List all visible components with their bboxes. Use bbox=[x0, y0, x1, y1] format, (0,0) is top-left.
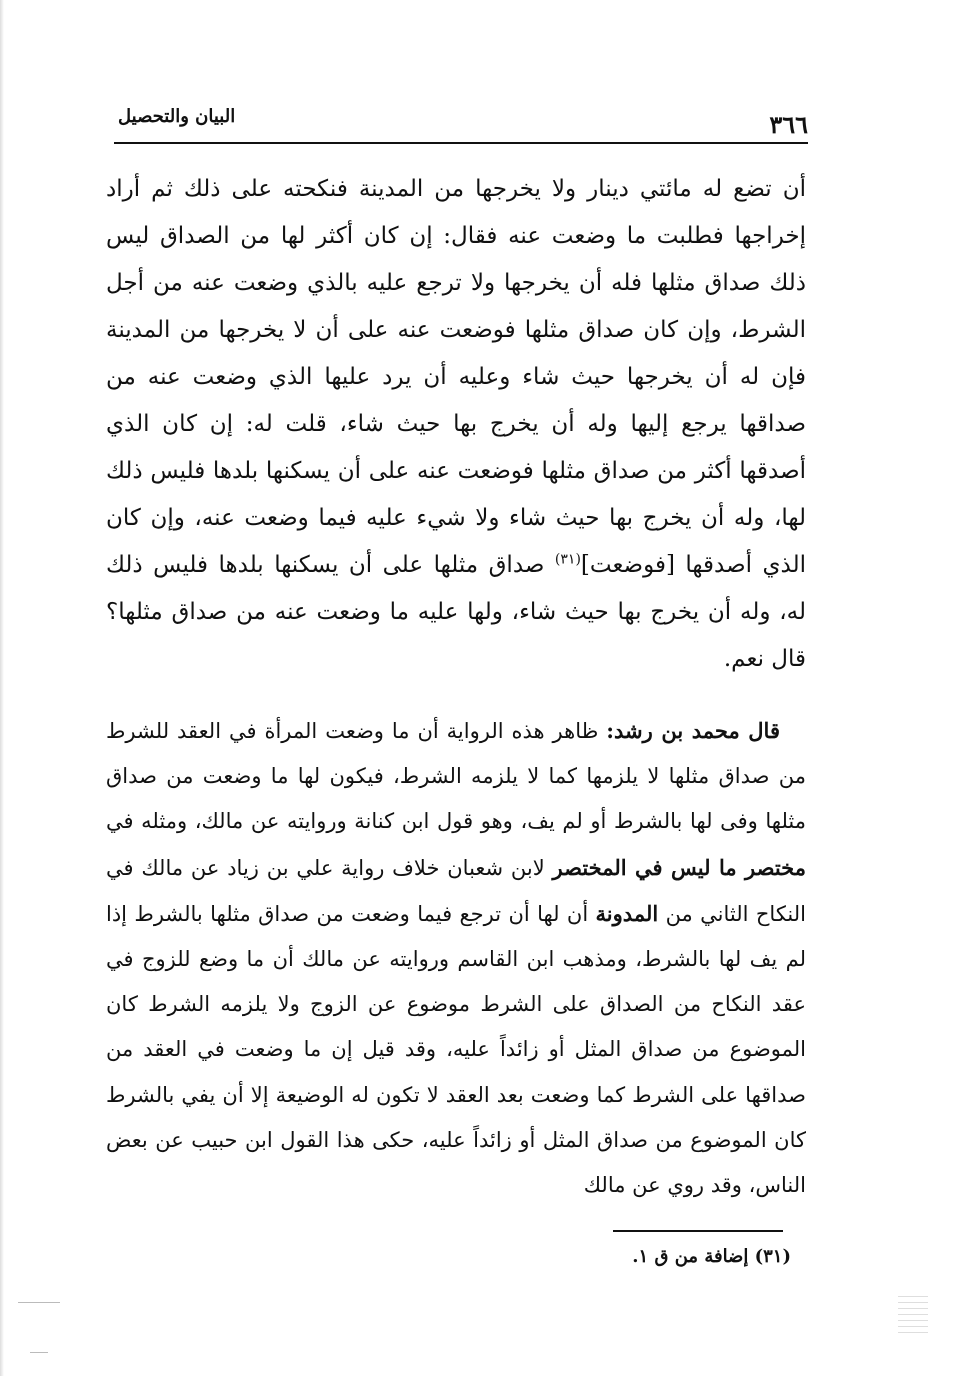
header-rule bbox=[114, 142, 808, 144]
paragraph-question bbox=[106, 166, 806, 683]
scan-artifact-line bbox=[18, 1302, 60, 1303]
paragraph-question-text-a: أن تضع له مائتي دينار ولا يخرجها من المدينة فنكحته على ذلك ثم أراد إخراجها فطلبت ما وضعت عنه فقال: إن كان أكثر لها من الصداق ليس ذلك صداق مثلها فله أن يخرجها ولا ترجع عليه بالذي وضعت عنه من أجل الشرط، وإن كان صداق مثلها فوضعت عنه على أن لا يخرجها من المدينة فإن له أن يخرجها حيث شاء وعليه أن يرد عليها الذي وضعت عنه من صداقها يرجع إليها وله أن يخرج بها حيث شاء، قلت له: إن كان الذي أصدقها أكثر من صداق مثلها فوضعت عنه على أن يسكنها بلدها فليس ذلك لها، وله أن يخرج بها حيث شاء ولا شيء عليه فيما وضعت عنه، وإن كان الذي أصدقها [فوضعت] bbox=[106, 176, 806, 578]
footnote-reference: (٣١) bbox=[554, 551, 581, 568]
cited-work-mudawwana: المدونة bbox=[595, 900, 659, 926]
page-number: ٣٦٦ bbox=[769, 110, 808, 139]
running-header bbox=[118, 96, 808, 140]
paragraph-commentary bbox=[106, 708, 806, 1208]
commentator-name: قال محمد بن رشد: bbox=[606, 718, 780, 743]
paragraph-question-text-b: صداق مثلها على أن يسكنها بلدها فليس ذلك له، وله أن يخرج بها حيث شاء، ولها عليه ما وضعت عنه من صداق مثلها؟ قال نعم. bbox=[106, 552, 806, 672]
footnote-rule bbox=[613, 1230, 783, 1232]
scan-artifact-line bbox=[30, 1352, 48, 1353]
scan-artifact-dots bbox=[898, 1296, 928, 1336]
commentary-text-c: أن لها أن ترجع فيما وضعت من صداق مثلها بالشرط إذا لم يف لها بالشرط، ومذهب ابن القاسم وروايته عن مالك أن ما وضع للزوج في عقد النكاح من الصداق على الشرط موضوع عن الزوج ولا يلزمه الشرط كان الموضوع من صداق المثل أو زائداً عليه، وقد قيل إن ما وضعت في العقد من صداقها على الشرط كما وضعت بعد العقد لا تكون له الوضيعة إلا أن يفي بالشرط كان الموضوع من صداق المثل أو زائداً عليه، حكى هذا القول ابن حبيب عن بعض الناس، وقد روي عن مالك bbox=[106, 901, 806, 1198]
cited-work-mukhtasar: مختصر ما ليس في المختصر bbox=[552, 854, 806, 880]
footnote: (٣١) إضافة من ق ١. bbox=[632, 1246, 791, 1267]
commentary-text-a: ظاهر هذه الرواية أن ما وضعت المرأة في العقد للشرط من صداق مثلها لا يلزمها كما لا يلزمه الشرط، فيكون لها ما وضعت من صداق مثلها وفى لها بالشرط أو لم يف، وهو قول ابن كنانة وروايته عن مالك، ومثله في bbox=[106, 719, 806, 834]
commentary-text-b: لابن شعبان خلاف رواية علي بن زياد عن مالك في النكاح الثاني من bbox=[106, 855, 806, 926]
running-title: البيان والتحصيل bbox=[118, 106, 236, 127]
scan-page-edge bbox=[0, 0, 4, 1376]
